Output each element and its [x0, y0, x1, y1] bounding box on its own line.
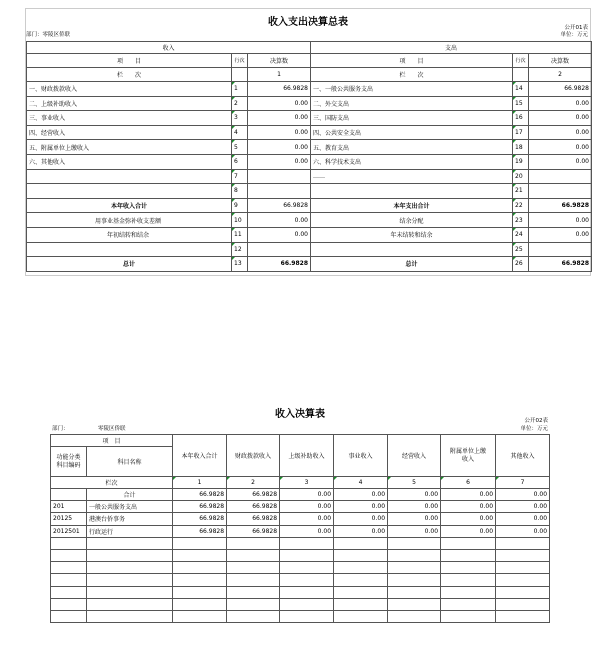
expense-line-no: 23	[513, 213, 529, 228]
expense-line-no: 19	[513, 154, 529, 169]
func-code	[51, 562, 87, 574]
amount-cell	[441, 586, 496, 598]
amount-cell	[388, 610, 441, 622]
func-code	[51, 610, 87, 622]
income-item: 总计	[27, 257, 232, 272]
income-item: 五、附属单位上缴收入	[27, 140, 232, 155]
expense-line-no: 22	[513, 198, 529, 213]
subject-name	[87, 586, 173, 598]
amount-cell: 0.00	[334, 513, 388, 525]
expense-amount: 66.9828	[529, 198, 592, 213]
expense-item: 二、外交支出	[311, 96, 513, 111]
amount-cell: 0.00	[388, 489, 441, 501]
summary-row	[27, 82, 592, 97]
amount-cell	[173, 537, 227, 549]
column-header-row	[27, 54, 592, 68]
amount-cell: 0.00	[334, 525, 388, 537]
summary-row	[27, 125, 592, 140]
amount-cell: 0.00	[441, 525, 496, 537]
expense-item: 结余分配	[311, 213, 513, 228]
expense-amount: 0.00	[529, 96, 592, 111]
amount-cell	[441, 610, 496, 622]
expense-amount: 66.9828	[529, 82, 592, 97]
table-row	[51, 586, 550, 598]
amount-cell: 66.9828	[227, 513, 280, 525]
expense-item: 年末结转和结余	[311, 227, 513, 242]
income-amount	[248, 184, 311, 199]
income-item: 三、事业收入	[27, 111, 232, 126]
income-item: 一、财政拨款收入	[27, 82, 232, 97]
func-code	[51, 574, 87, 586]
amount-cell	[280, 549, 334, 561]
func-code: 20125	[51, 513, 87, 525]
subject-name	[87, 574, 173, 586]
column-label: 栏次	[51, 477, 173, 489]
amount-cell	[441, 537, 496, 549]
column-number: 5	[388, 477, 441, 489]
expense-item: 六、科学技术支出	[311, 154, 513, 169]
sheet1-unit: 单位：万元	[560, 32, 588, 38]
expense-amount: 0.00	[529, 125, 592, 140]
col-head-fiscal: 财政拨款收入	[227, 435, 280, 477]
expense-amount	[529, 184, 592, 199]
func-code	[51, 598, 87, 610]
income-amount: 0.00	[248, 213, 311, 228]
amount-cell	[280, 586, 334, 598]
func-code	[51, 489, 87, 501]
income-line-no: 11	[232, 227, 248, 242]
income-item: 二、上级补助收入	[27, 96, 232, 111]
amount-cell: 0.00	[496, 513, 550, 525]
expense-amount	[529, 169, 592, 184]
summary-row	[27, 213, 592, 228]
expense-amount: 66.9828	[529, 257, 592, 272]
amount-cell	[496, 586, 550, 598]
income-amount	[248, 169, 311, 184]
sheet2-unit: 单位：万元	[520, 426, 548, 432]
amount-cell: 0.00	[441, 489, 496, 501]
table-row	[51, 610, 550, 622]
amount-cell	[173, 574, 227, 586]
summary-row	[27, 111, 592, 126]
amount-cell: 66.9828	[227, 489, 280, 501]
col-head-business: 事业收入	[334, 435, 388, 477]
amount-cell	[280, 598, 334, 610]
expense-item: 一、一般公共服务支出	[311, 82, 513, 97]
amount-cell: 0.00	[334, 501, 388, 513]
income-line-no: 13	[232, 257, 248, 272]
sheet2-title: 收入决算表	[275, 409, 325, 420]
amount-cell: 0.00	[388, 513, 441, 525]
amount-cell	[280, 537, 334, 549]
col-head-other: 其他收入	[496, 435, 550, 477]
income-item: 年初结转和结余	[27, 227, 232, 242]
table-row	[51, 562, 550, 574]
amount-cell	[334, 549, 388, 561]
expense-line-no: 16	[513, 111, 529, 126]
table-row	[51, 489, 550, 501]
amount-cell	[441, 574, 496, 586]
amount-cell: 0.00	[441, 513, 496, 525]
amount-cell	[227, 549, 280, 561]
expense-item: 总计	[311, 257, 513, 272]
amount-cell	[388, 549, 441, 561]
total-row	[27, 257, 592, 272]
expense-amount-header: 决算数	[529, 54, 592, 68]
summary-row	[27, 227, 592, 242]
expense-line-no: 14	[513, 82, 529, 97]
amount-cell: 0.00	[441, 501, 496, 513]
amount-cell	[496, 610, 550, 622]
income-item: 四、经营收入	[27, 125, 232, 140]
income-line-no: 9	[232, 198, 248, 213]
expense-amount: 0.00	[529, 111, 592, 126]
amount-cell	[227, 537, 280, 549]
income-line-no: 10	[232, 213, 248, 228]
income-amount	[248, 242, 311, 257]
expense-column-line	[513, 68, 529, 82]
amount-cell	[173, 610, 227, 622]
expense-line-no: 15	[513, 96, 529, 111]
amount-cell	[334, 598, 388, 610]
income-expense-summary-sheet	[25, 8, 591, 276]
expense-line-no: 21	[513, 184, 529, 199]
amount-cell: 66.9828	[227, 501, 280, 513]
amount-cell	[441, 549, 496, 561]
amount-cell: 66.9828	[173, 489, 227, 501]
table-row	[51, 574, 550, 586]
expense-line-no: 24	[513, 227, 529, 242]
expense-item	[311, 184, 513, 199]
income-item: 用事业基金弥补收支差额	[27, 213, 232, 228]
income-amount: 0.00	[248, 96, 311, 111]
income-amount: 0.00	[248, 227, 311, 242]
amount-cell: 66.9828	[227, 525, 280, 537]
income-line-no: 6	[232, 154, 248, 169]
amount-cell: 0.00	[496, 501, 550, 513]
column-number: 4	[334, 477, 388, 489]
amount-cell	[227, 562, 280, 574]
expense-header: 支出	[311, 42, 592, 54]
table-row	[51, 598, 550, 610]
income-amount: 66.9828	[248, 82, 311, 97]
func-code	[51, 549, 87, 561]
amount-cell	[496, 598, 550, 610]
amount-cell	[334, 586, 388, 598]
sheet1-dept: 部门：零陵区侨联	[26, 32, 71, 38]
subject-name	[87, 537, 173, 549]
sheet2-dept-name: 零陵区侨联	[98, 426, 126, 432]
subject-name	[87, 598, 173, 610]
table-row	[51, 501, 550, 513]
amount-cell: 0.00	[496, 525, 550, 537]
table-row	[51, 549, 550, 561]
sheet1-title: 收入支出决算总表	[268, 17, 348, 28]
amount-cell: 66.9828	[173, 501, 227, 513]
amount-cell	[280, 610, 334, 622]
col-head-superior: 上级补助收入	[280, 435, 334, 477]
amount-cell	[227, 598, 280, 610]
income-item: 六、其他收入	[27, 154, 232, 169]
amount-cell: 0.00	[388, 501, 441, 513]
income-line-no: 2	[232, 96, 248, 111]
func-code	[51, 537, 87, 549]
column-number: 7	[496, 477, 550, 489]
income-item	[27, 184, 232, 199]
amount-cell	[173, 598, 227, 610]
summary-row	[27, 140, 592, 155]
income-amount: 0.00	[248, 140, 311, 155]
expense-item: ……	[311, 169, 513, 184]
subject-name	[87, 610, 173, 622]
expense-amount: 0.00	[529, 227, 592, 242]
item-header-row	[51, 435, 550, 447]
income-amount: 0.00	[248, 111, 311, 126]
subject-name-header: 科目名称	[87, 447, 173, 477]
sheet2-dept-label: 部门：	[52, 426, 69, 432]
income-amount: 66.9828	[248, 257, 311, 272]
column-number: 1	[173, 477, 227, 489]
income-header: 收入	[27, 42, 311, 54]
income-item-header: 项 目	[27, 54, 232, 68]
expense-line-no: 17	[513, 125, 529, 140]
amount-cell	[173, 549, 227, 561]
amount-cell	[227, 586, 280, 598]
income-line-no: 5	[232, 140, 248, 155]
amount-cell: 0.00	[280, 525, 334, 537]
sheet2-code: 公开02表	[524, 418, 548, 424]
amount-cell: 0.00	[334, 489, 388, 501]
income-line-no: 3	[232, 111, 248, 126]
amount-cell: 66.9828	[173, 525, 227, 537]
income-line-no: 8	[232, 184, 248, 199]
income-line-no: 4	[232, 125, 248, 140]
amount-cell	[227, 574, 280, 586]
income-detail-table	[50, 434, 550, 623]
expense-item	[311, 242, 513, 257]
func-code	[51, 586, 87, 598]
amount-cell: 66.9828	[173, 513, 227, 525]
expense-amount: 0.00	[529, 154, 592, 169]
summary-row	[27, 198, 592, 213]
summary-row	[27, 96, 592, 111]
expense-line-no: 20	[513, 169, 529, 184]
income-amount: 0.00	[248, 125, 311, 140]
subject-name: 行政运行	[87, 525, 173, 537]
expense-line-header: 行次	[513, 54, 529, 68]
amount-cell	[496, 549, 550, 561]
amount-cell: 0.00	[388, 525, 441, 537]
summary-row	[27, 184, 592, 199]
amount-cell	[388, 586, 441, 598]
section-header-row	[27, 42, 592, 54]
expense-line-no: 26	[513, 257, 529, 272]
table-row	[51, 513, 550, 525]
expense-item-header: 项 目	[311, 54, 513, 68]
amount-cell	[280, 574, 334, 586]
amount-cell: 0.00	[280, 489, 334, 501]
col-head-affiliated: 附属单位上缴 收入	[441, 435, 496, 477]
amount-cell	[388, 537, 441, 549]
expense-amount: 0.00	[529, 213, 592, 228]
amount-cell	[388, 562, 441, 574]
amount-cell: 0.00	[280, 501, 334, 513]
column-number-row	[27, 68, 592, 82]
amount-cell	[334, 537, 388, 549]
expense-amount: 0.00	[529, 140, 592, 155]
amount-cell	[334, 574, 388, 586]
summary-table	[26, 41, 592, 272]
amount-cell: 0.00	[496, 489, 550, 501]
expense-amount	[529, 242, 592, 257]
amount-cell: 0.00	[280, 513, 334, 525]
amount-cell	[496, 537, 550, 549]
amount-cell	[334, 610, 388, 622]
item-header: 项 目	[51, 435, 173, 447]
col-head-operating: 经营收入	[388, 435, 441, 477]
col-head-total: 本年收入合计	[173, 435, 227, 477]
summary-row	[27, 242, 592, 257]
column-number-row	[51, 477, 550, 489]
income-amount: 0.00	[248, 154, 311, 169]
income-item	[27, 242, 232, 257]
table-row	[51, 525, 550, 537]
income-amount-header: 决算数	[248, 54, 311, 68]
amount-cell	[388, 574, 441, 586]
amount-cell	[227, 610, 280, 622]
amount-cell	[496, 574, 550, 586]
amount-cell	[496, 562, 550, 574]
income-column-no: 1	[248, 68, 311, 82]
income-column-label: 栏 次	[27, 68, 232, 82]
amount-cell	[441, 598, 496, 610]
amount-cell	[280, 562, 334, 574]
subject-name: 港澳台侨事务	[87, 513, 173, 525]
expense-item: 本年支出合计	[311, 198, 513, 213]
subject-name	[87, 549, 173, 561]
func-code-header: 功能分类 科目编码	[51, 447, 87, 477]
amount-cell	[334, 562, 388, 574]
income-column-line	[232, 68, 248, 82]
income-line-no: 7	[232, 169, 248, 184]
amount-cell	[388, 598, 441, 610]
column-number: 2	[227, 477, 280, 489]
amount-cell	[441, 562, 496, 574]
expense-item: 四、公共安全支出	[311, 125, 513, 140]
func-code: 2012501	[51, 525, 87, 537]
subject-name	[87, 562, 173, 574]
column-number: 6	[441, 477, 496, 489]
sheet1-code: 公开01表	[564, 25, 588, 31]
expense-line-no: 18	[513, 140, 529, 155]
amount-cell	[173, 586, 227, 598]
income-item: 本年收入合计	[27, 198, 232, 213]
income-line-header: 行次	[232, 54, 248, 68]
income-amount: 66.9828	[248, 198, 311, 213]
income-line-no: 1	[232, 82, 248, 97]
table-row	[51, 537, 550, 549]
income-item	[27, 169, 232, 184]
expense-item: 三、国防支出	[311, 111, 513, 126]
expense-column-no: 2	[529, 68, 592, 82]
income-line-no: 12	[232, 242, 248, 257]
subject-name: 一般公共服务支出	[87, 501, 173, 513]
expense-column-label: 栏 次	[311, 68, 513, 82]
income-detail-sheet	[50, 400, 550, 630]
amount-cell	[173, 562, 227, 574]
expense-line-no: 25	[513, 242, 529, 257]
subject-name: 合计	[87, 489, 173, 501]
expense-item: 五、教育支出	[311, 140, 513, 155]
func-code: 201	[51, 501, 87, 513]
summary-row	[27, 154, 592, 169]
column-number: 3	[280, 477, 334, 489]
summary-row	[27, 169, 592, 184]
